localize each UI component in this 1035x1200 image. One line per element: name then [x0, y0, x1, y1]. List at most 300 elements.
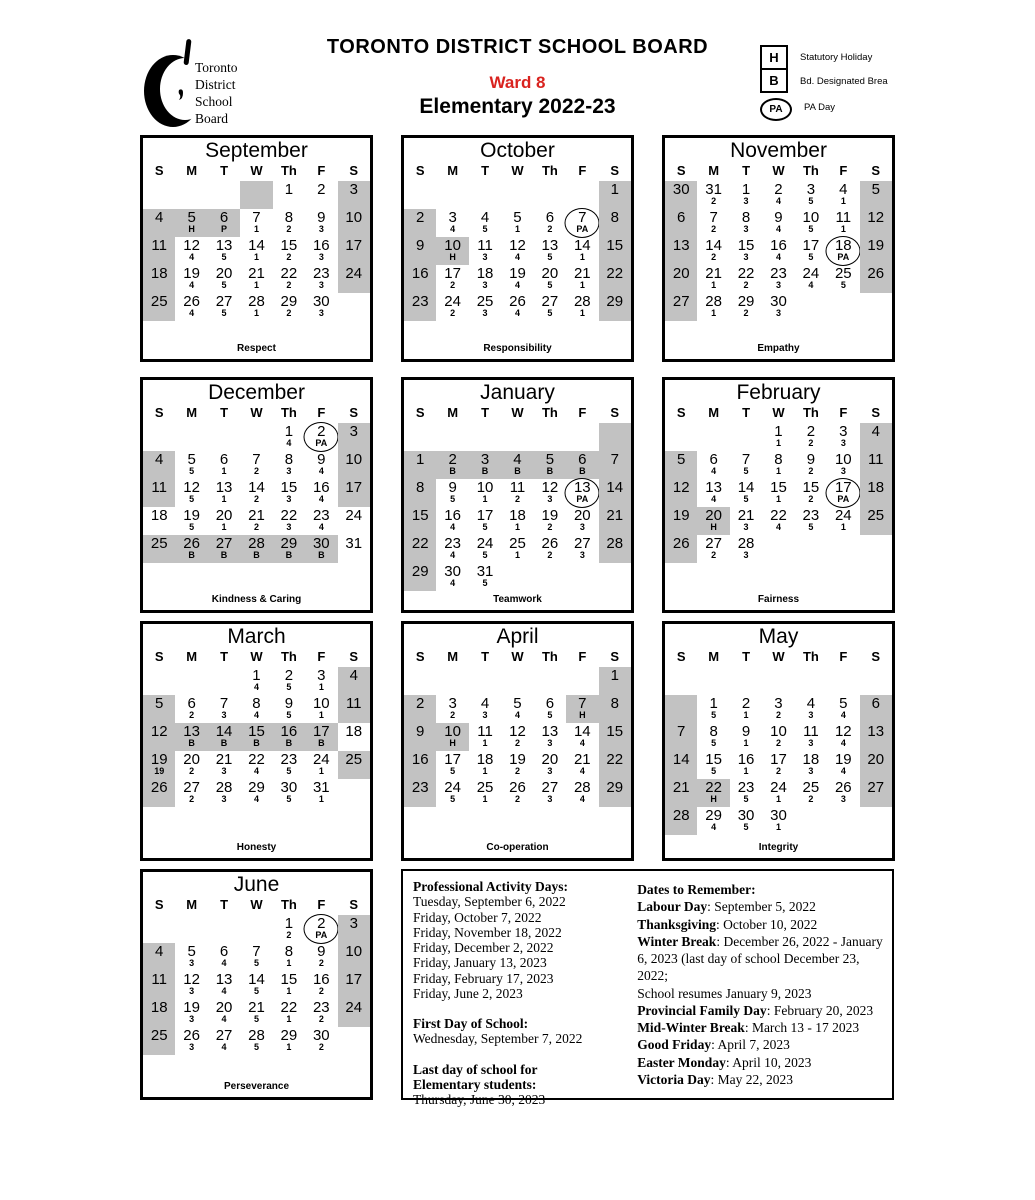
day-number: 23 — [312, 265, 330, 282]
day-cell — [827, 451, 859, 479]
day-number: 29 — [606, 293, 624, 310]
day-cell — [305, 999, 337, 1027]
day-cell — [860, 237, 892, 265]
day-cell — [240, 423, 272, 451]
week-row — [143, 237, 370, 265]
day-number: 21 — [737, 507, 755, 524]
board-title: TORONTO DISTRICT SCHOOL BOARD — [326, 36, 709, 58]
day-cell — [501, 209, 533, 237]
day-cell — [730, 535, 762, 563]
day-number: 7 — [610, 451, 619, 468]
week-row — [143, 723, 370, 751]
day-number: 24 — [834, 507, 852, 524]
day-code: PA — [315, 930, 328, 940]
day-number: 13 — [541, 723, 559, 740]
weekday-label: F — [317, 405, 326, 420]
weekday-label: F — [317, 897, 326, 912]
day-code: 1 — [579, 308, 585, 318]
day-code: 1 — [482, 766, 488, 776]
day-cell — [436, 507, 468, 535]
date-item — [637, 898, 890, 915]
day-number: 17 — [770, 751, 787, 768]
day-number: 21 — [606, 507, 624, 524]
day-cell — [143, 779, 175, 807]
day-cell — [795, 507, 827, 535]
day-number: 13 — [672, 237, 690, 254]
day-number: 1 — [252, 667, 261, 684]
day-number: 18 — [345, 723, 363, 740]
day-number: 21 — [705, 265, 722, 282]
day-number: 19 — [672, 507, 690, 524]
day-number: 15 — [280, 971, 298, 988]
day-cell — [697, 451, 729, 479]
day-number: 22 — [248, 751, 265, 768]
day-cell — [338, 751, 370, 779]
day-cell — [534, 479, 566, 507]
day-code: 2 — [775, 766, 781, 776]
weekday-label: F — [839, 649, 848, 664]
day-code: 2 — [189, 710, 195, 720]
weekday-label: F — [317, 649, 326, 664]
date-item-label: Provincial Family Day — [637, 1002, 767, 1018]
day-number: 8 — [416, 479, 425, 496]
day-number: 28 — [248, 293, 265, 310]
day-number: 2 — [416, 695, 425, 712]
day-cell — [175, 209, 207, 237]
day-cell — [143, 451, 175, 479]
day-cell — [208, 943, 240, 971]
day-code: 1 — [286, 986, 292, 996]
day-cell — [860, 751, 892, 779]
day-code: 5 — [482, 522, 488, 532]
day-code: 3 — [743, 550, 749, 560]
day-number: 15 — [737, 237, 755, 254]
day-cell — [665, 293, 697, 321]
day-cell — [795, 751, 827, 779]
day-cell — [566, 423, 598, 451]
day-cell — [404, 451, 436, 479]
day-cell — [436, 237, 468, 265]
day-cell — [338, 451, 370, 479]
day-cell — [599, 751, 631, 779]
day-number: 5 — [187, 943, 196, 960]
day-cell — [697, 723, 729, 751]
day-number: 12 — [509, 723, 526, 740]
day-code: 4 — [286, 438, 292, 448]
week-row — [665, 423, 892, 451]
day-number: 10 — [476, 479, 494, 496]
day-cell — [273, 181, 305, 209]
day-cell — [665, 695, 697, 723]
day-code: B — [546, 466, 554, 476]
day-code: 4 — [221, 1042, 227, 1052]
day-cell — [566, 293, 598, 321]
weekday-label: S — [415, 163, 425, 178]
day-code: 2 — [286, 252, 292, 262]
day-cell — [143, 943, 175, 971]
day-cell — [175, 779, 207, 807]
day-cell — [860, 479, 892, 507]
day-number: 11 — [803, 723, 819, 740]
day-cell — [566, 695, 598, 723]
day-code: 5 — [450, 494, 456, 504]
day-code: 3 — [547, 794, 553, 804]
pa-day-line: Friday, December 2, 2022 — [413, 940, 554, 955]
day-number: 26 — [867, 265, 885, 282]
weekday-header-row — [665, 649, 892, 667]
date-item-text: School resumes January 9, 2023 — [637, 985, 812, 1001]
info-box — [401, 869, 894, 1107]
day-cell — [599, 479, 631, 507]
day-code: 1 — [579, 280, 585, 290]
day-number: 15 — [705, 751, 722, 768]
month-june — [140, 869, 373, 1100]
day-cell — [175, 695, 207, 723]
day-cell — [338, 423, 370, 451]
week-row — [404, 723, 631, 751]
day-number: 23 — [411, 293, 429, 310]
week-row — [143, 751, 370, 779]
day-number: 23 — [312, 999, 330, 1016]
day-cell — [697, 209, 729, 237]
weekday-label: S — [349, 163, 359, 178]
day-cell — [404, 751, 436, 779]
day-number: 14 — [606, 479, 624, 496]
day-cell — [404, 695, 436, 723]
day-cell — [697, 237, 729, 265]
weekday-header-row — [143, 897, 370, 915]
day-number: 10 — [312, 695, 330, 712]
day-number: 25 — [476, 293, 494, 310]
day-code: 5 — [808, 522, 814, 532]
day-number: 5 — [677, 451, 686, 468]
day-number: 24 — [444, 779, 461, 796]
day-cell — [795, 209, 827, 237]
day-cell — [240, 723, 272, 751]
week-row — [404, 695, 631, 723]
day-cell — [143, 667, 175, 695]
day-number: 2 — [317, 423, 326, 440]
day-number: 22 — [770, 507, 787, 524]
pa-day-line: Friday, February 17, 2023 — [413, 970, 554, 986]
day-code: P — [221, 224, 228, 234]
day-code: 1 — [840, 522, 846, 532]
day-cell — [534, 563, 566, 591]
day-number: 9 — [741, 723, 751, 740]
week-row — [143, 209, 370, 237]
day-number: 10 — [444, 723, 461, 740]
day-cell — [273, 695, 305, 723]
pa-day-line: Tuesday, September 6, 2022 — [413, 894, 566, 910]
weekday-label: M — [186, 405, 198, 420]
week-row — [404, 563, 631, 591]
weekday-header-row — [665, 163, 892, 181]
day-number: 26 — [509, 779, 526, 796]
day-cell — [175, 293, 207, 321]
week-row — [404, 181, 631, 209]
day-number: 3 — [806, 181, 816, 198]
month-november — [662, 135, 895, 362]
day-cell — [208, 1027, 240, 1055]
day-code: 2 — [743, 308, 749, 318]
week-row — [404, 667, 631, 695]
week-row — [143, 695, 370, 723]
day-number: 10 — [345, 209, 363, 226]
week-row — [143, 971, 370, 999]
day-cell — [860, 265, 892, 293]
day-cell — [175, 507, 207, 535]
day-cell — [208, 779, 240, 807]
weekday-header-row — [404, 405, 631, 423]
day-number: 10 — [345, 451, 363, 468]
day-code: 2 — [318, 1042, 324, 1052]
week-row — [143, 779, 370, 807]
day-code: 3 — [221, 766, 227, 776]
day-number: 16 — [737, 751, 755, 768]
date-item — [637, 985, 890, 1002]
day-number: 21 — [573, 751, 591, 768]
day-number: 24 — [802, 265, 820, 282]
month-title: January — [480, 381, 555, 404]
day-code: 5 — [253, 1042, 259, 1052]
day-cell — [469, 423, 501, 451]
weekday-label: M — [186, 897, 198, 912]
month-october — [401, 135, 634, 362]
date-item-text: : April 10, 2023 — [725, 1054, 812, 1070]
day-number: 5 — [155, 695, 164, 712]
day-number: 22 — [280, 507, 298, 524]
day-number: 16 — [411, 751, 429, 768]
day-code: PA — [315, 438, 328, 448]
day-cell — [208, 695, 240, 723]
day-cell — [175, 915, 207, 943]
day-cell — [404, 563, 436, 591]
day-number: 26 — [672, 535, 690, 552]
day-code: 4 — [840, 738, 846, 748]
date-item — [637, 1019, 890, 1036]
day-number: 26 — [509, 293, 526, 310]
day-cell — [208, 237, 240, 265]
day-number: 3 — [774, 695, 783, 712]
day-number: 12 — [509, 237, 526, 254]
day-cell — [795, 479, 827, 507]
day-code: 3 — [318, 252, 324, 262]
day-code: 2 — [808, 494, 814, 504]
day-code: 2 — [450, 710, 456, 720]
week-row — [404, 265, 631, 293]
week-row — [143, 423, 370, 451]
day-cell — [338, 293, 370, 321]
day-code: 1 — [318, 766, 324, 776]
day-cell — [143, 479, 175, 507]
pa-days-list — [413, 894, 637, 1001]
day-number: 29 — [737, 293, 755, 310]
day-code: 2 — [253, 466, 259, 476]
day-code: 4 — [579, 794, 585, 804]
day-code: 5 — [221, 280, 227, 290]
day-cell — [697, 751, 729, 779]
day-number: 7 — [741, 451, 751, 468]
week-row — [404, 507, 631, 535]
day-number: 24 — [312, 751, 330, 768]
day-number: 20 — [215, 265, 233, 282]
day-number: 25 — [150, 535, 168, 552]
day-number: 25 — [150, 293, 168, 310]
month-december — [140, 377, 373, 613]
day-number: 18 — [476, 751, 494, 768]
day-cell — [273, 779, 305, 807]
day-code: B — [253, 550, 260, 560]
day-number: 9 — [416, 237, 425, 254]
week-row — [665, 265, 892, 293]
day-cell — [240, 209, 272, 237]
day-cell — [730, 667, 762, 695]
day-number: 19 — [834, 751, 852, 768]
day-cell — [730, 695, 762, 723]
day-cell — [338, 535, 370, 563]
day-code: 1 — [711, 280, 717, 290]
day-number: 1 — [284, 181, 294, 198]
day-code: 5 — [547, 710, 553, 720]
day-code: 2 — [711, 550, 717, 560]
day-cell — [827, 807, 859, 835]
day-code: 3 — [482, 710, 488, 720]
day-cell — [697, 535, 729, 563]
day-number: 9 — [416, 723, 425, 740]
day-number: 10 — [345, 943, 363, 960]
week-row — [404, 237, 631, 265]
day-number: 11 — [867, 451, 884, 468]
day-cell — [762, 723, 794, 751]
day-number: 12 — [150, 723, 168, 740]
legend — [760, 45, 888, 121]
date-item — [637, 1054, 890, 1071]
day-code: 3 — [743, 196, 749, 206]
weekday-label: T — [481, 405, 490, 420]
day-number: 27 — [867, 779, 885, 796]
character-trait-label: Perseverance — [223, 1081, 290, 1092]
day-cell — [273, 265, 305, 293]
day-cell — [175, 237, 207, 265]
week-row — [404, 451, 631, 479]
day-cell — [305, 181, 337, 209]
date-item-label: Good Friday — [637, 1037, 712, 1053]
week-row — [404, 423, 631, 451]
day-cell — [665, 535, 697, 563]
day-number: 17 — [345, 971, 363, 988]
day-number: 18 — [509, 507, 526, 524]
day-number: 7 — [252, 943, 261, 960]
day-number: 23 — [770, 265, 787, 282]
day-cell — [501, 535, 533, 563]
weekday-label: S — [415, 405, 425, 420]
date-item-label: Winter Break — [637, 933, 717, 949]
week-row — [404, 293, 631, 321]
day-number: 6 — [219, 209, 229, 226]
day-cell — [827, 237, 859, 265]
day-number: 30 — [444, 563, 461, 580]
logo-text — [195, 59, 238, 127]
day-cell — [599, 423, 631, 451]
day-cell — [143, 695, 175, 723]
day-number: 19 — [150, 751, 168, 768]
day-code: H — [449, 252, 456, 262]
day-number: 5 — [513, 695, 522, 712]
day-number: 26 — [183, 535, 200, 552]
week-row — [143, 507, 370, 535]
day-cell — [697, 667, 729, 695]
day-number: 29 — [248, 779, 265, 796]
month-title: May — [758, 625, 799, 648]
day-number: 17 — [345, 237, 363, 254]
day-number: 9 — [317, 943, 326, 960]
day-number: 11 — [151, 479, 167, 496]
day-code: 2 — [808, 438, 814, 448]
pa-days-heading: Professional Activity Days: — [413, 879, 568, 894]
day-cell — [534, 723, 566, 751]
day-number: 16 — [312, 479, 330, 496]
day-cell — [469, 209, 501, 237]
date-item-text: : December 26, 2022 - January 6, 2023 (last day of school December 23, 2022; — [637, 933, 883, 984]
day-number: 21 — [248, 999, 265, 1016]
day-number: 19 — [509, 751, 526, 768]
day-code: PA — [837, 494, 850, 504]
day-code: 5 — [286, 710, 292, 720]
day-cell — [273, 507, 305, 535]
day-code: B — [188, 738, 195, 748]
day-number: 8 — [284, 943, 294, 960]
day-number: 24 — [345, 265, 363, 282]
day-code: B — [481, 466, 489, 476]
day-cell — [273, 1027, 305, 1055]
day-cell — [338, 723, 370, 751]
day-code: 19 — [154, 766, 165, 776]
day-cell — [305, 1027, 337, 1055]
day-cell — [501, 723, 533, 751]
day-code: 4 — [775, 252, 781, 262]
day-cell — [338, 507, 370, 535]
day-cell — [534, 507, 566, 535]
day-cell — [436, 479, 468, 507]
day-cell — [240, 265, 272, 293]
day-cell — [240, 915, 272, 943]
weekday-label: Th — [280, 897, 297, 912]
day-cell — [762, 423, 794, 451]
weekday-label: F — [317, 163, 326, 178]
week-row — [665, 293, 892, 321]
day-code: 2 — [286, 308, 292, 318]
day-cell — [697, 423, 729, 451]
week-row — [143, 293, 370, 321]
day-cell — [795, 695, 827, 723]
day-number: 8 — [284, 209, 294, 226]
character-trait-label: Responsibility — [483, 343, 552, 354]
day-cell — [175, 423, 207, 451]
week-row — [665, 723, 892, 751]
character-trait-label: Honesty — [236, 842, 277, 853]
day-cell — [762, 667, 794, 695]
day-number: 30 — [312, 535, 330, 552]
day-number: 11 — [151, 237, 167, 254]
day-cell — [566, 209, 598, 237]
day-code: 3 — [189, 1014, 195, 1024]
calendar-subtitle: Elementary 2022-23 — [419, 95, 616, 118]
day-cell — [404, 293, 436, 321]
month-title: October — [480, 139, 555, 162]
day-cell — [208, 265, 240, 293]
day-cell — [599, 667, 631, 695]
day-code: 4 — [514, 280, 520, 290]
